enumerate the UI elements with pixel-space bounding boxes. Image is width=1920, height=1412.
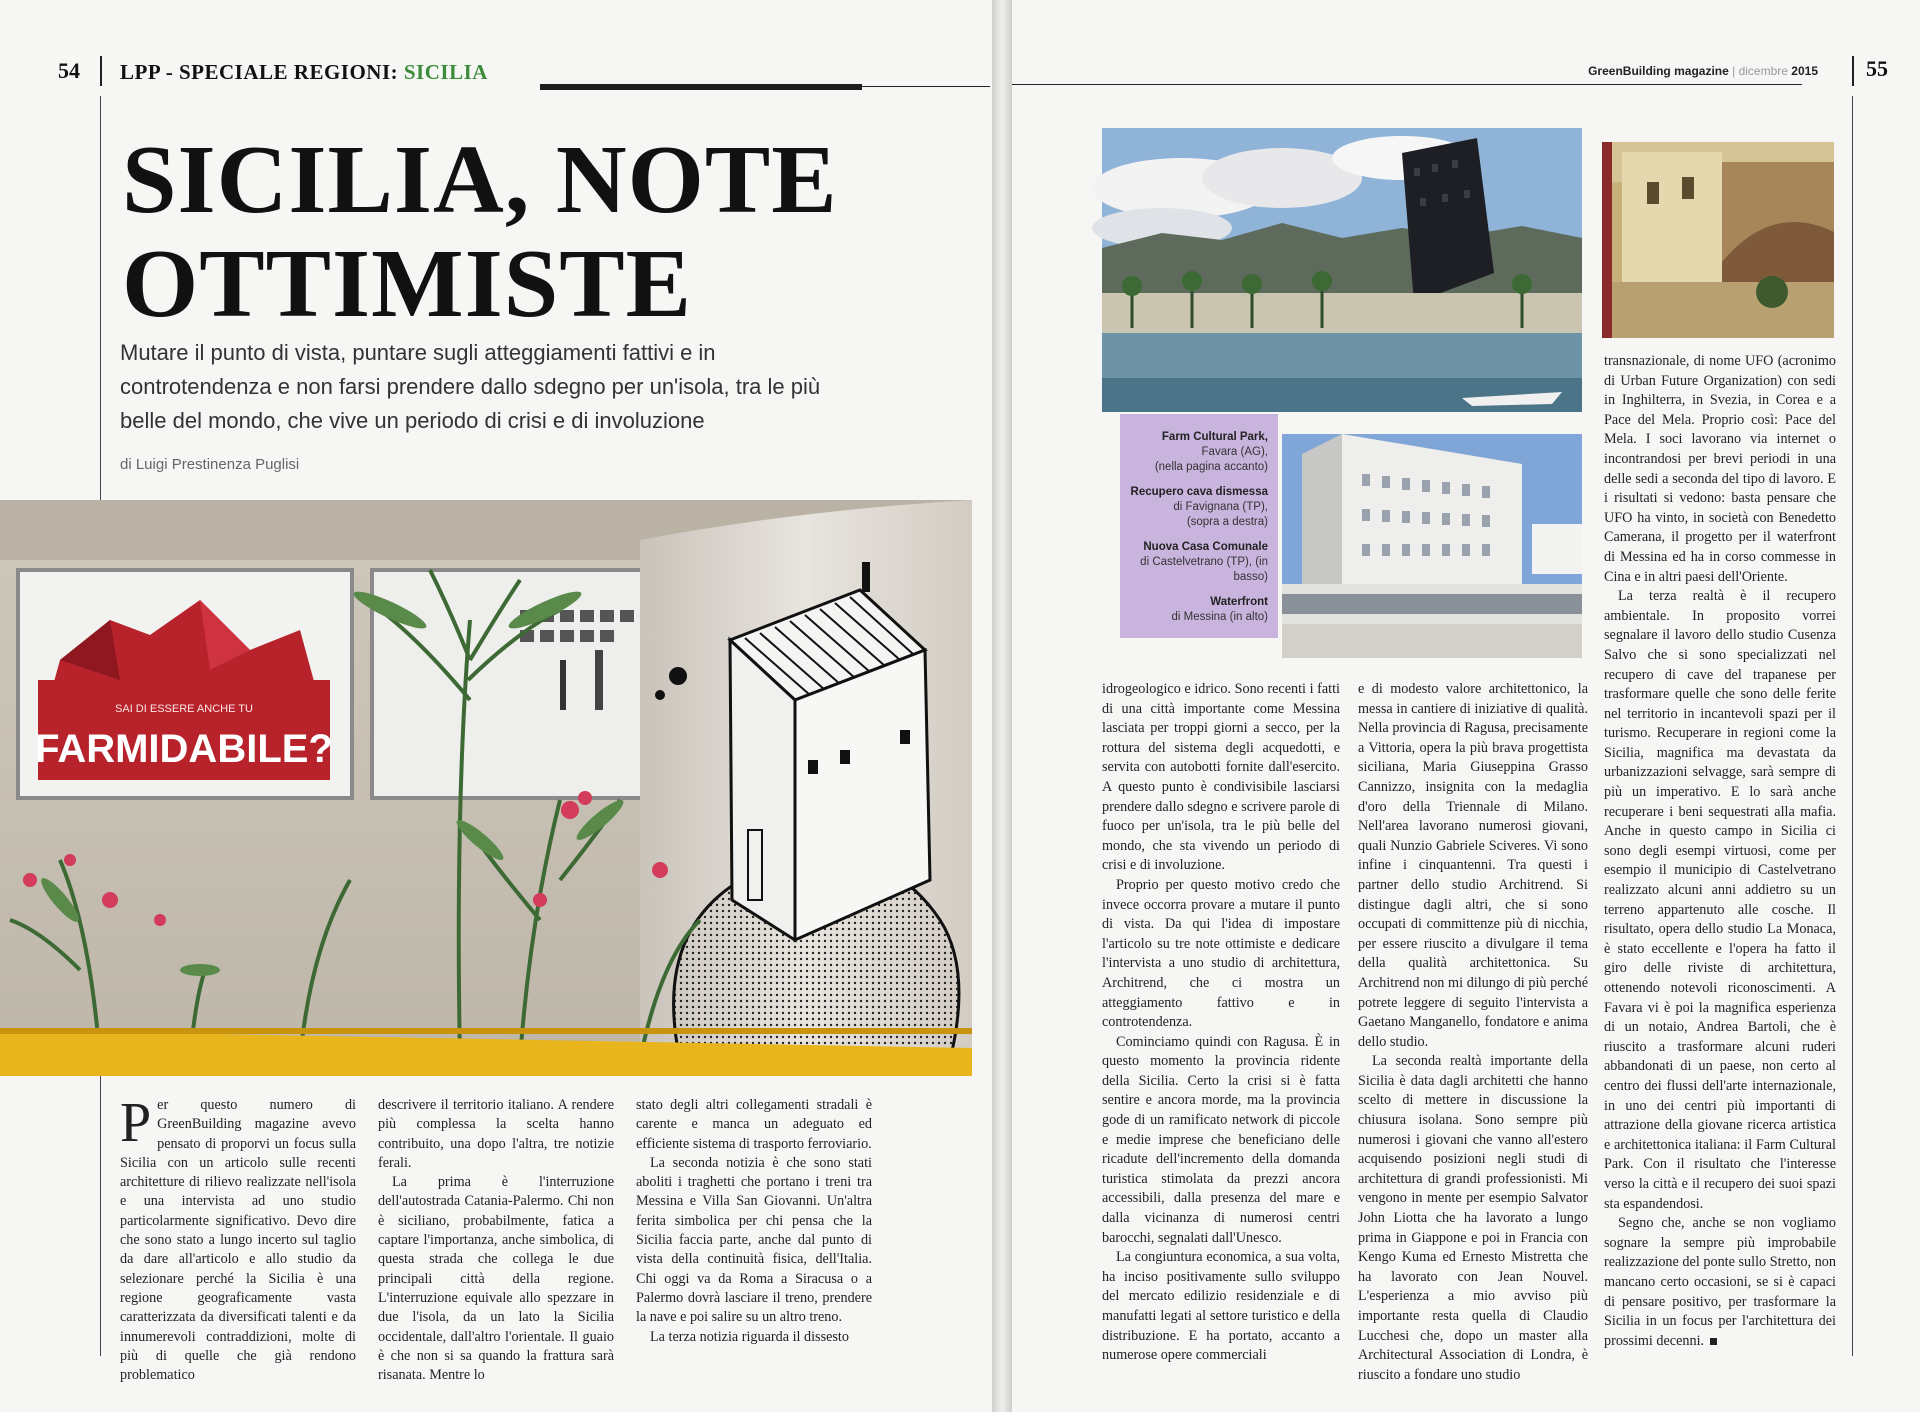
sign-small-text: SAI DI ESSERE ANCHE TU [115,703,253,715]
header-thick-bar [540,84,862,90]
header-divider [100,56,102,86]
left-column-1: Per questo numero di GreenBuilding magazine avevo pensato di proporvi un focus sulla Sicilia con un articolo sulle recenti architetture di rilievo realizzate nell'isola e una intervista ad uno studio particolarmente significativo. Devo dire che sono stato a lungo incerto sul taglio da dare all'articolo e allo studio da selezionare perché la Sicilia è una regione geograficamente vasta caratterizzata da diversificati talenti e da innumerevoli contraddizioni, molte di più di quelle che già rendono problematico [120,1092,356,1384]
drop-cap: P [120,1092,152,1154]
magazine-name: GreenBuilding magazine | dicembre 2015 [1588,64,1818,78]
photo-captions [1120,414,1278,638]
photo-waterfront-messina [1102,128,1582,412]
end-of-article-mark [1710,1338,1717,1345]
header-divider-right [1852,56,1854,86]
caption-cava-favignana: Recupero cava dismessa di Favignana (TP), (sopra a destra) [1130,486,1268,528]
right-column-1: idrogeologico e idrico. Sono recenti i fatti di una città importante come Messina lasciata per troppi giorni a secco, per la rottura del sistema degli acquedotti, e servita con autobotti fornite dall'esercito. A questo punto è condivisibile lasciarsi prendere dallo sdegno e scrivere parole di fuoco per un'isola, tra le più belle del mondo, che sta vivendo un periodo di crisi e di involuzione. Proprio per questo motivo credo che invece occorra provare a mutare il punto di vista. Da qui l'idea di impostare l'articolo su tre note ottimiste e dedicare l'intervista a uno studio di architettura, Architrend, che ci mostra un atteggiamento fattivo e in controtendenza. Cominciamo quindi con Ragusa. È in questo momento la provincia ridente della Sicilia. Certo la crisi si è fatta sentire e ancora morde, ma la provincia gode di un ramificato network di piccole e medie imprese che beneficiano delle ricadute dell'incremento della domanda turistica stimolata da prezzi ancora accessibili, dalla presenza del mare e dalla vicinanza di numerosi centri barocchi, segnalati dall'Unesco. La congiuntura economica, a sua volta, ha inciso positivamente sullo sviluppo del mercato edilizio residenziale e di manufatti legati al settore turistico e della distribuzione. E ha portato, accanto a numerose opere commerciali [1102,681,1340,1364]
page-number-left: 54 [58,58,80,83]
spine-gutter [992,0,1012,1412]
hero-photo-illustration [0,500,972,1076]
photo-casa-comunale [1282,434,1582,658]
left-column-2: descrivere il territorio italiano. A rendere più complessa la scelta hanno contribuito, una dopo l'altra, tre notizie ferali. La prima è l'interruzione dell'autostrada Catania-Palermo. Chi non è siciliano, probabilmente, fatica a captare l'importanza, anche simbolica, di questa strada che collega le due principali città della regione. L'interruzione equivale allo spezzare in due l'isola, da un lato la Sicilia occidentale, dall'altro l'orientale. Il guaio è che non si sa quando la frattura sarà risanata. Mentre lo [378,1097,614,1384]
right-column-2: e di modesto valore architettonico, la messa in cantiere di iniziative di qualità. Nella provincia di Ragusa, precisamente a Vittoria, opera la più brava progettista siciliana, Maria Giuseppina Grasso Cannizzo, insignita con la medaglia d'oro della Triennale di Milano. Nell'area lavorano numerosi giovani, quali Nunzio Gabriele Sciveres. Vi sono infine i cinquantenni. Tra questi i partner dello studio Architrend. Si distingue dagli altri, che si sono occupati di committenze più di nicchia, per essere riuscito a divulgare il tema della qualità architettonica. Su Architrend non mi dilungo di più perché potrete leggere di seguito l'intervista a Gaetano Manganello, fondatore e anima dello studio. La seconda realtà importante della Sicilia è data dagli architetti che hanno scelto di mettere in discussione la chiusura isolana. Sono sempre più numerosi i giovani che vanno all'estero acquisendo posizioni negli studi di architettura di grandi professionisti. Mi vengono in mente per esempio Salvator John Liotta che ha lavorato a lungo prima in Giappone e poi in Francia con Kengo Kuma ed Ernesto Mistretta che ha lavorato con Jean Nouvel. L'esperienza a mio avviso più importante resta quella di Claudio Lucchesi che, dopo un master alla Architectural Association di Londra, è riuscito a fondare uno studio [1358,681,1588,1383]
left-column-3: stato degli altri collegamenti stradali è carente e manca un adeguato ed efficiente sistema di trasporto ferroviario. La seconda notizia è che sono stati aboliti i traghetti che portano i treni tra Messina e Villa San Giovanni. Un'altra ferita simbolica per chi pensa che la Sicilia faccia parte, anche dal punto di vista della continuità fisica, dell'Italia. Chi oggi va da Roma a Siracusa o a Palermo dovrà lasciare il treno, prendere la nave e poi salire su un altro treno. La terza notizia riguarda il dissesto [636,1097,872,1345]
page-number-right: 55 [1866,56,1888,81]
hero-photo [0,500,972,1076]
right-column-3: transnazionale, di nome UFO (acronimo di Urban Future Organization) con sedi in Inghilterra, in Svezia, in Corea e a Pace del Mela. Proprio così: Pace del Mela. I soci lavorano via internet o incontrandosi per brevi periodi in una delle sedi a seconda del tipo di lavoro. E i risultati si vedono: basta pensare che UFO ha vinto, in società con Benedetto Camerana, il progetto per il waterfront di Messina ed ha in corso commesse in Cina e in altri paesi dell'Oriente. La terza realtà è il recupero ambientale. In proposito vorrei segnalare il lavoro dello studio Cusenza Salvo che si sono specializzati nel recupero di cave del trapanese per trasformare quelle che sono delle ferite nel territorio in incantevoli spazi per il turismo. Recuperare in regioni come la Sicilia, magnifica ma devastata da urbanizzazioni selvagge, sarà sempre di più un imperativo. E lo sarà anche recuperare i beni sequestrati alla mafia. Anche in questo campo in Sicilia ci sono degli esempi virtuosi, come per esempio il municipio di Castelvetrano realizzato alcuni anni addietro su un terreno appartenuto alle cosche. Il risultato, opera dello studio La Monaca, è stato eccellente e l'opera ha fatto il giro delle riviste di architettura, ottenendo notevoli riconoscimenti. A Favara vi è poi la magnifica esperienza di un notaio, Andrea Bartoli, che è riuscito a trasformare alcuni ruderi abbandonati di un paese, non certo al centro dei flussi dell'arte internazionale, in uno dei centri più importanti di attrazione della giovane ricerca artistica e architettonica italiana: il Farm Cultural Park. Con il risultato che l'interesse verso la città e il recupero dei suoi spazi sta espandendosi. Segno che, anche se non vogliamo sognare la sempre più improbabile realizzazione del ponte sullo Stretto, non mancano certo occasioni, se si è capaci di pensare positivo, per trasformare la Sicilia in un focus per l'architettura dei prossimi decenni. [1604,353,1836,1349]
right-margin-rule [1852,96,1853,1356]
caption-casa-comunale: Nuova Casa Comunale di Castelvetrano (TP), (in basso) [1140,541,1268,583]
article-byline: di Luigi Prestinenza Puglisi [120,456,300,473]
article-title: SICILIA, NOTE OTTIMISTE [122,126,838,338]
article-subtitle: Mutare il punto di vista, puntare sugli atteggiamenti fattivi e in controtendenza e non farsi prendere dallo sdegno per un'isola, tra le più belle del mondo, che vive un periodo di crisi e di involuzione [120,340,821,433]
header-rule-right [1012,84,1802,85]
caption-waterfront: Waterfront di Messina (in alto) [1171,596,1268,623]
caption-farm-cultural-park: Farm Cultural Park, Favara (AG), (nella pagina accanto) [1154,431,1268,473]
left-body-columns [120,1092,872,1384]
section-label: LPP - SPECIALE REGIONI: SICILIA [120,60,488,84]
photo-farm-cultural-park [1602,142,1834,338]
sign-big-text: FARMIDABILE? [35,727,333,771]
